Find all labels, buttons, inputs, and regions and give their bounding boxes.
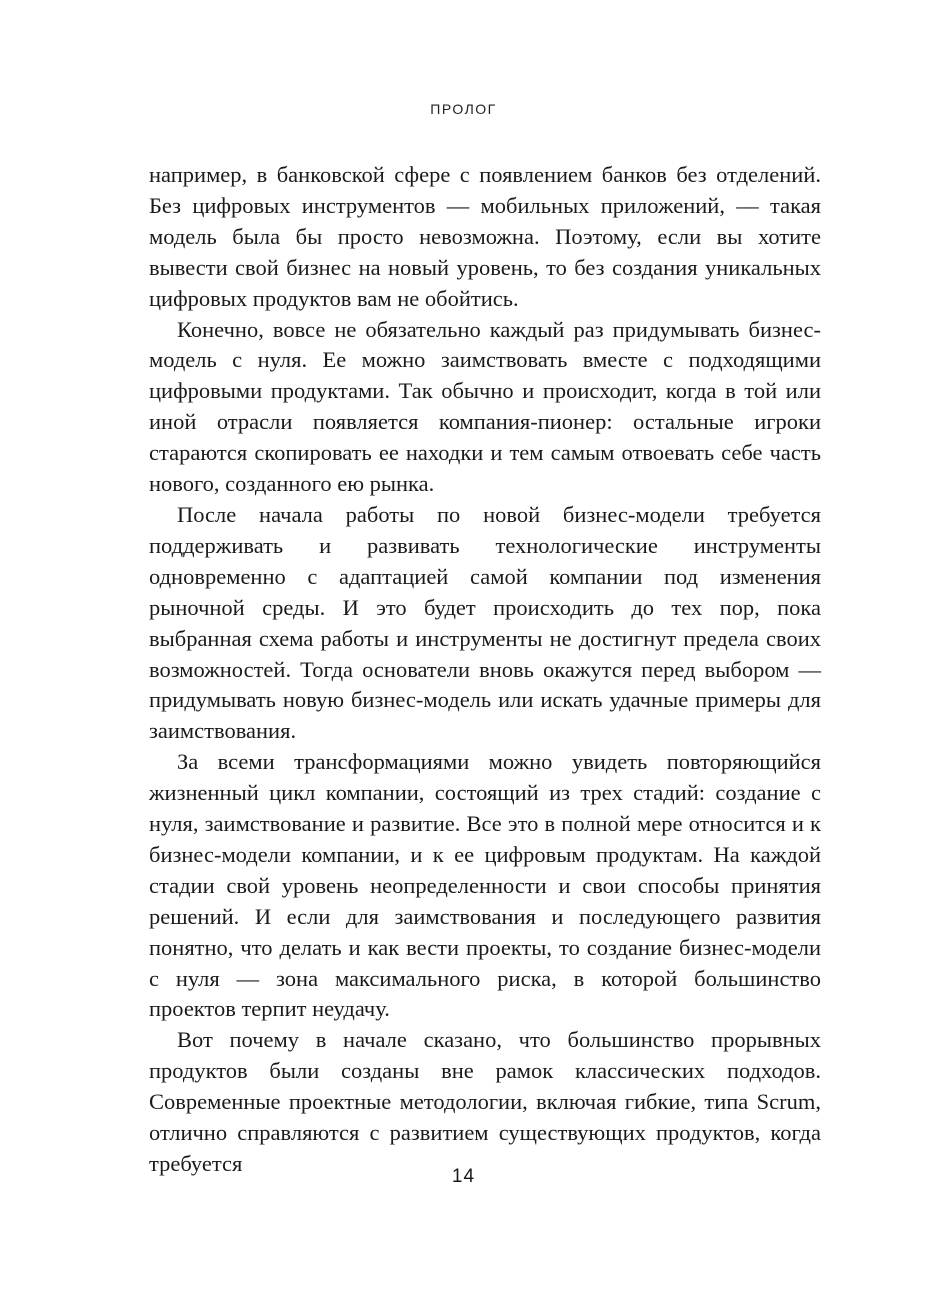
body-text xyxy=(149,160,821,1180)
paragraph-2: Конечно, вовсе не обязательно каждый раз придумывать бизнес-модель с нуля. Ее можно заимствовать вместе с подходящими цифровыми продуктами. Так обычно и происходит, когда в той или иной отрасли появляется компания-пионер: остальные игроки стараются скопировать ее находки и тем самым отвоевать себе часть нового, созданного ею рынка. xyxy=(149,316,821,497)
page-number: 14 xyxy=(451,1166,476,1187)
paragraph-3: После начала работы по новой бизнес-модели требуется поддерживать и развивать технологические инструменты одновременно с адаптацией самой компании под изменения рыночной среды. И это будет происходить до тех пор, пока выбранная схема работы и инструменты не достигнут предела своих возможностей. Тогда основатели вновь окажутся перед выбором — придумывать новую бизнес-модель или искать удачные примеры для заимствования. xyxy=(149,501,821,744)
paragraph-5: Вот почему в начале сказано, что большинство прорывных продуктов были созданы вне рамок классических подходов. Современные проектные методологии, включая гибкие, типа Scrum, отлично справляются с развитием существующих продуктов, когда требуется xyxy=(149,1027,821,1176)
paragraph-4: За всеми трансформациями можно увидеть повторяющийся жизненный цикл компании, состоящий из трех стадий: создание с нуля, заимствование и развитие. Все это в полной мере относится и к бизнес-модели компании, и к ее цифровым продуктам. На каждой стадии свой уровень неопределенности и свои способы принятия решений. И если для заимствования и последующего развития понятно, что делать и как вести проекты, то создание бизнес-модели с нуля — зона максимального риска, в которой большинство проектов терпит неудачу. xyxy=(149,749,821,1022)
paragraph-1: например, в банковской сфере с появлением банков без отделений. Без цифровых инструментов — мобильных приложений, — такая модель была бы просто невозможна. Поэтому, если вы хотите вывести свой бизнес на новый уровень, то без создания уникальных цифровых продуктов вам не обойтись. xyxy=(149,162,821,311)
running-head: ПРОЛОГ xyxy=(430,101,497,117)
